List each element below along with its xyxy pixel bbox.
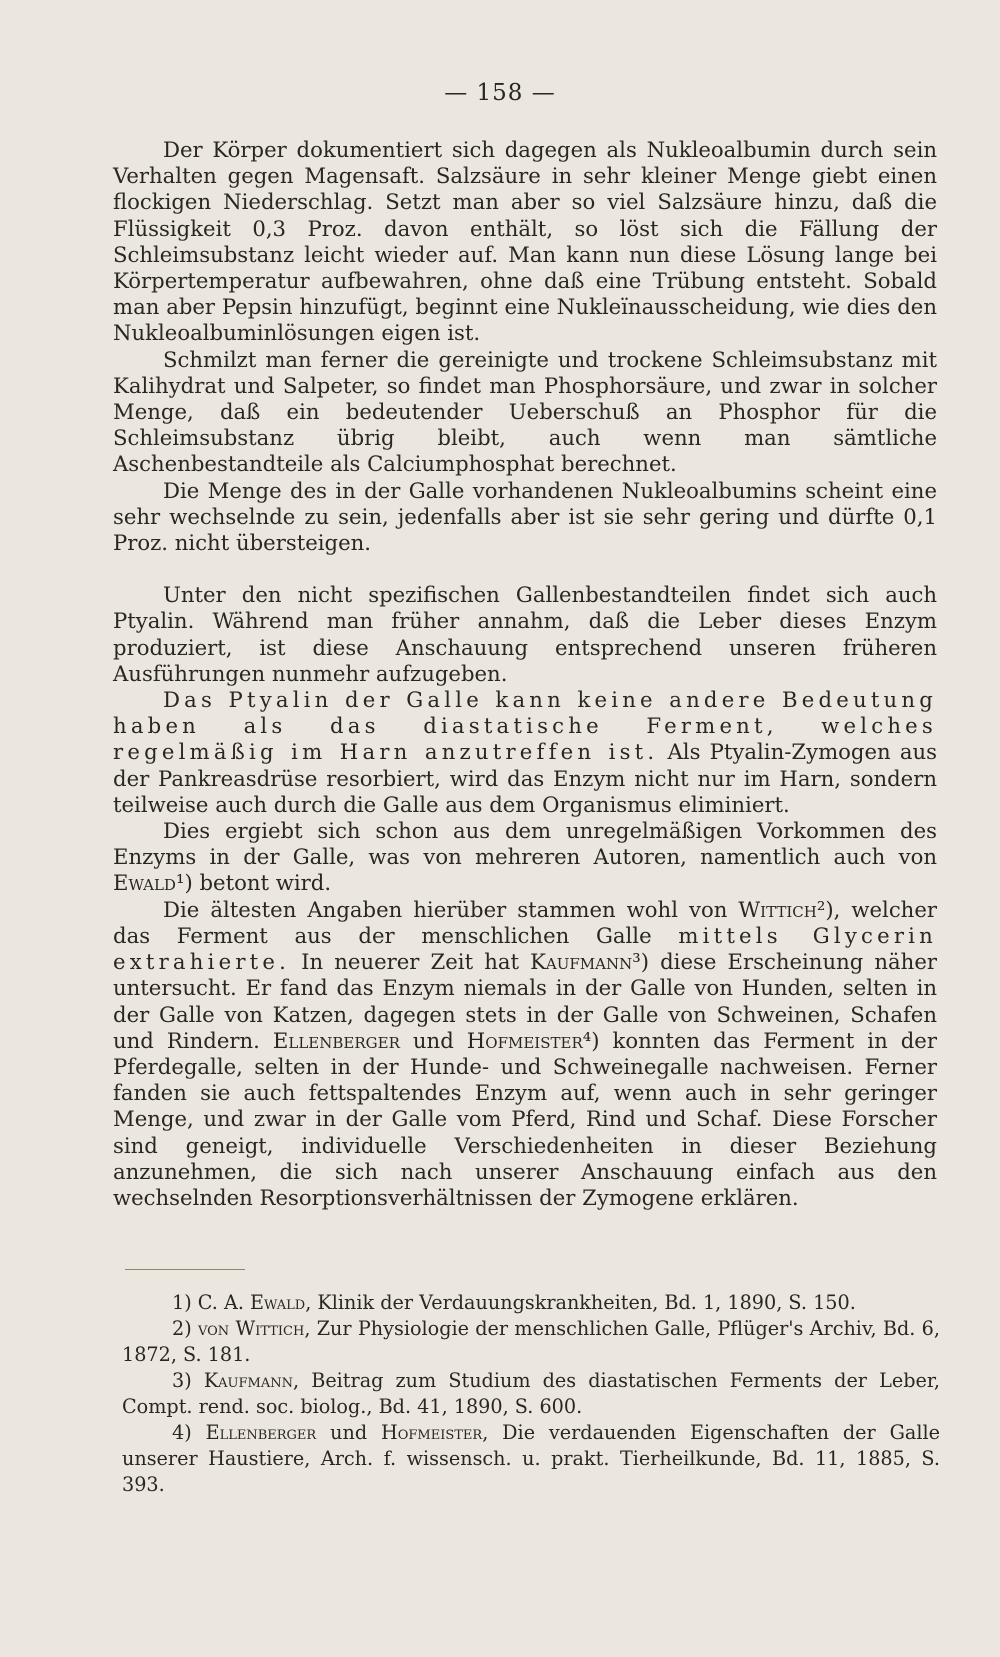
- footnote-marker: 2): [172, 1317, 198, 1340]
- paragraph: Die Menge des in der Galle vorhandenen Nukleoalbumins scheint eine sehr wechselnde zu sein, jedenfalls aber ist sie sehr gering und dürfte 0,1 Proz. nicht übersteigen.: [113, 477, 937, 556]
- footnote-text: und: [316, 1421, 381, 1444]
- paragraph: Schmilzt man ferner die gereinigte und trockene Schleimsubstanz mit Kalihydrat und Salpeter, so findet man Phosphorsäure, und zwar in solcher Menge, daß ein bedeutender Ueberschuß an Phosphor für die Schleimsubstanz übrig bleibt, auch wenn man sämtliche Aschenbestandteile als Calciumphosphat berechnet.: [113, 346, 937, 477]
- author-name: Ellenberger: [272, 1027, 400, 1053]
- footnote-marker: 4): [172, 1421, 206, 1444]
- paragraph-text: In neuerer Zeit hat: [290, 949, 531, 975]
- footnote: [122, 1420, 940, 1498]
- footnote-text: , Zur Physiologie der menschlichen Galle, Pflüger's Archiv, Bd. 6, 1872, S. 181.: [122, 1317, 940, 1366]
- paragraph-text: ⁴) konnten das Ferment in der Pferdegalle, selten in der Hunde- und Schweinegalle nachweisen. Ferner fanden sie auch fettspaltendes Enzym auf, wenn auch in sehr geringer Menge, und zwar in der Galle vom Pferd, Rind und Schaf. Diese Forscher sind geneigt, individuelle Verschiedenheiten in dieser Beziehung anzunehmen, die sich nach unserer Anschauung einfach aus den wechselnden Resorptionsverhältnissen der Zymogene erklären.: [113, 1027, 937, 1210]
- author-name: Wittich: [738, 896, 817, 922]
- author-name: Kaufmann: [203, 1369, 293, 1392]
- paragraph: [113, 687, 937, 818]
- footnote-marker: 1) C. A.: [172, 1291, 251, 1314]
- author-name: Hofmeister: [466, 1027, 583, 1053]
- paragraph-text: ¹) betont wird.: [175, 870, 332, 896]
- footnote-marker: 3): [172, 1369, 204, 1392]
- footnotes: [122, 1290, 940, 1498]
- emphasized-text: mittels Glycerin extrahierte.: [113, 922, 937, 975]
- paragraph-text: Die ältesten Angaben hierüber stammen wohl von: [163, 896, 739, 922]
- author-name: Ewald: [250, 1291, 306, 1314]
- footnote-text: , Klinik der Verdauungskrankheiten, Bd. 1, 1890, S. 150.: [305, 1291, 856, 1314]
- paragraph: Unter den nicht spezifischen Gallenbestandteilen findet sich auch Ptyalin. Während man früher annahm, daß die Leber dieses Enzym produziert, ist diese Anschauung entsprechend unseren früheren Ausführungen nunmehr aufzugeben.: [113, 582, 937, 686]
- footnote-divider: [125, 1269, 245, 1270]
- footnote-text: , Die verdauenden Eigenschaften der Galle unserer Haustiere, Arch. f. wissensch. u. prakt. Tierheilkunde, Bd. 11, 1885, S. 393.: [122, 1421, 940, 1496]
- author-name: Ellenberger: [205, 1421, 317, 1444]
- paragraph-text: Dies ergiebt sich schon aus dem unregelmäßigen Vorkommen des Enzyms in der Galle, was von mehreren Autoren, namentlich auch von: [113, 818, 937, 870]
- paragraph: Der Körper dokumentiert sich dagegen als Nukleoalbumin durch sein Verhalten gegen Magensaft. Salzsäure in sehr kleiner Menge giebt einen flockigen Niederschlag. Setzt man aber so viel Salzsäure hinzu, daß die Flüssigkeit 0,3 Proz. davon enthält, so löst sich die Fällung der Schleimsubstanz leicht wieder auf. Man kann nun diese Lösung lange bei Körpertemperatur aufbewahren, ohne daß eine Trübung entsteht. Sobald man aber Pepsin hinzufügt, beginnt eine Nukleïnausscheidung, wie dies den Nukleoalbuminlösungen eigen ist.: [113, 137, 937, 346]
- author-name: Ewald: [113, 870, 176, 896]
- author-name: Hofmeister: [380, 1421, 483, 1444]
- footnote-text: , Beitrag zum Studium des diastatischen Ferments der Leber, Compt. rend. soc. biolog., Bd. 41, 1890, S. 600.: [122, 1369, 940, 1418]
- paragraph-text: ²), welcher das Ferment aus der menschlichen Galle: [113, 896, 937, 948]
- paragraph-text: und: [399, 1027, 467, 1053]
- author-name: Kaufmann: [530, 949, 633, 975]
- author-name: von Wittich: [197, 1317, 305, 1340]
- body-text: [113, 137, 937, 1211]
- paragraph: [113, 818, 937, 897]
- paragraph-text: ³) diese Erscheinung näher untersucht. Er fand das Enzym niemals in der Galle von Hunden, selten in der Galle von Katzen, dagegen stets in der Galle von Schweinen, Schafen und Rindern.: [113, 949, 937, 1053]
- paragraph: [113, 897, 937, 1211]
- footnote: [122, 1316, 940, 1368]
- emphasized-text: Das Ptyalin der Galle kann keine andere Bedeutung haben als das diastatische Ferment, welches regelmäßig im Harn anzutreffen ist.: [113, 687, 937, 765]
- footnote: [122, 1368, 940, 1420]
- paragraph-text: Als Ptyalin-Zymogen aus der Pankreasdrüse resorbiert, wird das Enzym nicht nur im Harn, sondern teilweise auch durch die Galle aus dem Organismus eliminiert.: [113, 739, 937, 817]
- footnote: [122, 1290, 940, 1316]
- page-number: — 158 —: [444, 80, 556, 106]
